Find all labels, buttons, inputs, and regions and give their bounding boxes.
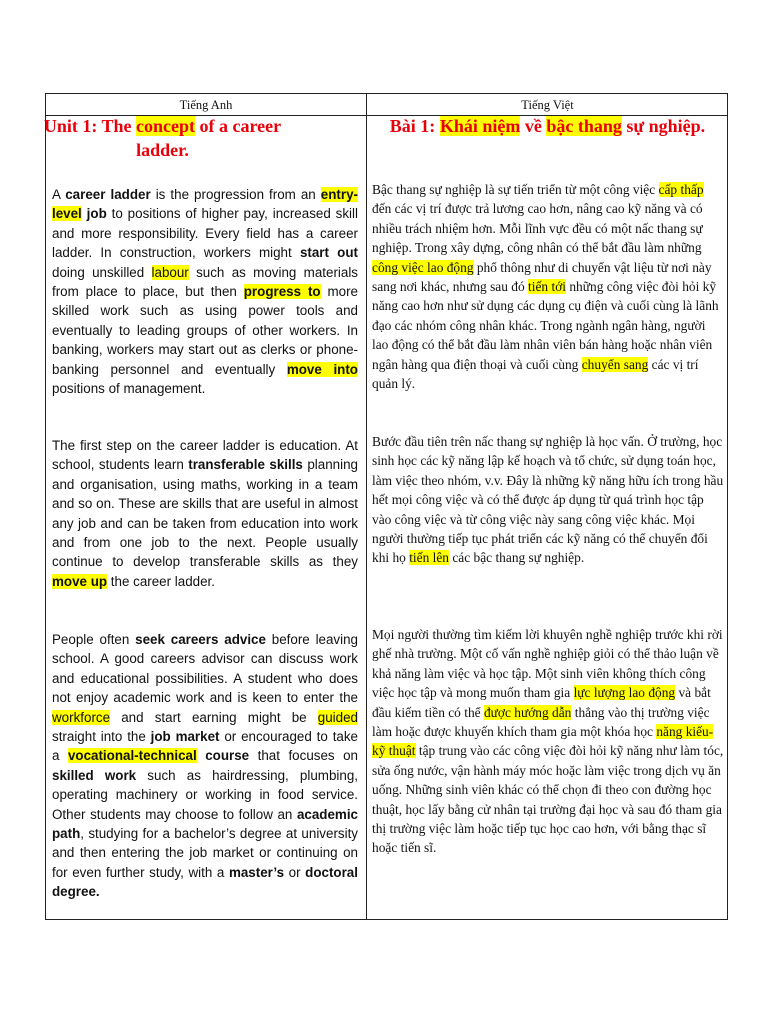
text-run: phổ thông như di chuyển vật liệu từ nơi này sang nơi khác, nhưng sau đó: [372, 259, 712, 295]
vietnamese-paragraph-1: [372, 180, 725, 393]
highlighted-term: năng kiếu- kỹ thuật: [372, 724, 714, 759]
text-run: Bậc thang sự nghiệp là sự tiến triển từ một công việc: [372, 182, 659, 197]
text-run: thẳng vào thị trường việc làm hoặc được khuyến khích tham gia một khóa học: [372, 704, 710, 740]
text-run: The first step on the career ladder is education. At school, students learn: [52, 438, 358, 473]
text-run: sự nghiệp.: [621, 116, 706, 136]
text-run: the career ladder.: [107, 573, 215, 589]
highlighted-term: được hướng dẫn: [483, 704, 572, 720]
bold-term: master’s: [228, 864, 285, 880]
bold-term: course: [205, 748, 250, 764]
bold-term: job: [86, 206, 107, 222]
highlighted-term: progress to: [243, 284, 321, 300]
text-run: People often: [52, 632, 136, 647]
highlighted-term: chuyển sang: [581, 356, 649, 372]
text-run: that focuses on: [249, 748, 358, 764]
highlighted-term: workforce: [52, 709, 111, 725]
text-run: Unit 1: The: [43, 116, 137, 136]
text-run: doing unskilled: [52, 264, 152, 280]
text-run: before leaving school. A good careers advisor can discuss work and educational possibilities. A student who does not enjoy academic work and is keen to enter the: [52, 632, 358, 706]
vietnamese-title: [370, 114, 725, 138]
text-run: and start earning might be: [110, 709, 318, 725]
highlighted-term: tiến tới: [528, 279, 566, 295]
bold-term: career ladder: [65, 187, 151, 202]
text-run: straight into the: [52, 729, 151, 745]
bold-term: transferable skills: [188, 457, 303, 473]
bold-term: doctoral degree.: [52, 864, 358, 900]
vietnamese-paragraph-2: [372, 432, 725, 568]
bold-term: academic path: [52, 806, 358, 842]
text-run: such as hairdressing, plumbing, operating machinery or working in food service. Other students may choose to follow an: [52, 767, 358, 822]
highlighted-term: labour: [151, 264, 189, 280]
text-run: đến các vị trí được trả lương cao hơn, nâng cao kỹ năng và có nhiều trách nhiệm hơn. Mỗi lĩnh vực đều có một nấc thang sự nghiệp. Trong xây dựng, công nhân có thể bắt đầu làm những: [372, 201, 703, 256]
text-run: , studying for a bachelor’s degree at university and then entering the job market or continuing on for even further study, with a: [52, 826, 358, 880]
highlighted-term: Khái niệm: [439, 116, 521, 136]
text-run: to positions of higher pay, increased skill and more responsibility. Every field has a career ladder. In construction, workers might: [52, 206, 358, 261]
text-run: positions of management.: [52, 381, 206, 397]
text-run: is the progression from an: [150, 187, 321, 202]
text-run: A: [52, 187, 66, 202]
english-paragraph-1: [52, 185, 358, 398]
bold-term: skilled work: [52, 767, 137, 783]
highlighted-term: lực lượng lao động: [573, 685, 676, 701]
bold-term: seek careers advice: [135, 632, 266, 647]
vietnamese-paragraph-3: [372, 625, 725, 858]
highlighted-term: concept: [136, 116, 196, 136]
text-run: những công việc đòi hỏi kỹ năng cao hơn như sử dụng các dụng cụ điện và cuối cùng là lãnh đạo các nhóm công nhân khác. Trong ngành ngân hàng, người lao động có thể bắt đầu làm nhân viên bán hàng hoặc nhân viên ngân hàng qua điện thoại và cuối cùng: [372, 279, 719, 372]
text-run: such as moving materials from place to place, but then: [52, 264, 358, 300]
english-paragraph-3: [52, 630, 358, 902]
highlighted-term: bậc thang: [546, 116, 622, 136]
text-run: các bậc thang sự nghiệp.: [449, 550, 585, 566]
text-run: các vị trí quản lý.: [372, 356, 699, 392]
highlighted-term: move up: [52, 573, 108, 589]
text-run: về: [520, 116, 547, 136]
text-run: more skilled work such as using power tools and eventually to leading groups of other workers. In banking, workers may start out as clerks or phone-banking personnel and eventually: [52, 284, 358, 377]
highlighted-term: move into: [286, 361, 358, 377]
bold-term: start out: [299, 245, 358, 261]
text-run: [197, 748, 206, 763]
english-title: [20, 114, 305, 162]
text-run: Bài 1:: [389, 116, 440, 136]
text-run: Mọi người thường tìm kiếm lời khuyên nghề nghiệp trước khi rời ghế nhà trường. Một cố vấn nghề nghiệp giỏi có thể thảo luận về khả năng làm việc và học tập. Một sinh viên không thích công việc học tập và mong muốn tham gia: [372, 627, 723, 701]
column-header-vietnamese: Tiếng Việt: [521, 98, 574, 112]
text-run: or encouraged to take a: [52, 729, 358, 764]
text-run: or: [284, 864, 306, 880]
highlighted-term: tiến lên: [409, 550, 449, 566]
highlighted-term: công việc lao động: [372, 259, 474, 275]
text-run: tập trung vào các công việc đòi hỏi kỹ năng như làm tóc, sửa ống nước, vận hành máy móc hoặc làm việc trong dịch vụ ăn uống. Những sinh viên khác có thể chọn đi theo con đường học thuật, học lấy bằng cử nhân tại trường đại học và sau đó tham gia thị trường việc làm hoặc tiếp tục học cao hơn, với bằng thạc sĩ hoặc tiến sĩ.: [372, 743, 724, 856]
text-run: of a career ladder.: [136, 116, 282, 160]
bold-term: job market: [150, 729, 220, 745]
text-run: planning and organisation, using maths, working in a team and so on. These are skills that are useful in almost any job and can be taken from education into work and from one job to the next. People usually continue to develop transferable skills as they: [52, 457, 358, 570]
highlighted-term: cấp thấp: [658, 182, 704, 197]
column-header-english: Tiếng Anh: [179, 98, 233, 112]
highlighted-term: guided: [317, 709, 358, 725]
column-divider: [366, 94, 367, 919]
highlighted-term: entry-level: [52, 187, 358, 222]
english-paragraph-2: [52, 436, 358, 591]
text-run: và bắt đầu kiếm tiền có thể: [372, 685, 711, 720]
highlighted-term: vocational-technical: [67, 748, 197, 764]
text-run: Bước đầu tiên trên nấc thang sự nghiệp là học vấn. Ở trường, học sinh học các kỹ năng lập kế hoạch và tổ chức, sử dụng toán học, làm việc theo nhóm, v.v. Đây là những kỹ năng hữu ích trong hầu hết mọi công việc và có thể được áp dụng từ quá trình học tập vào công việc và từ công việc này sang công việc khác. Mọi người thường tiếp tục phát triển các kỹ năng có thể chuyển đổi khi họ: [372, 434, 724, 566]
